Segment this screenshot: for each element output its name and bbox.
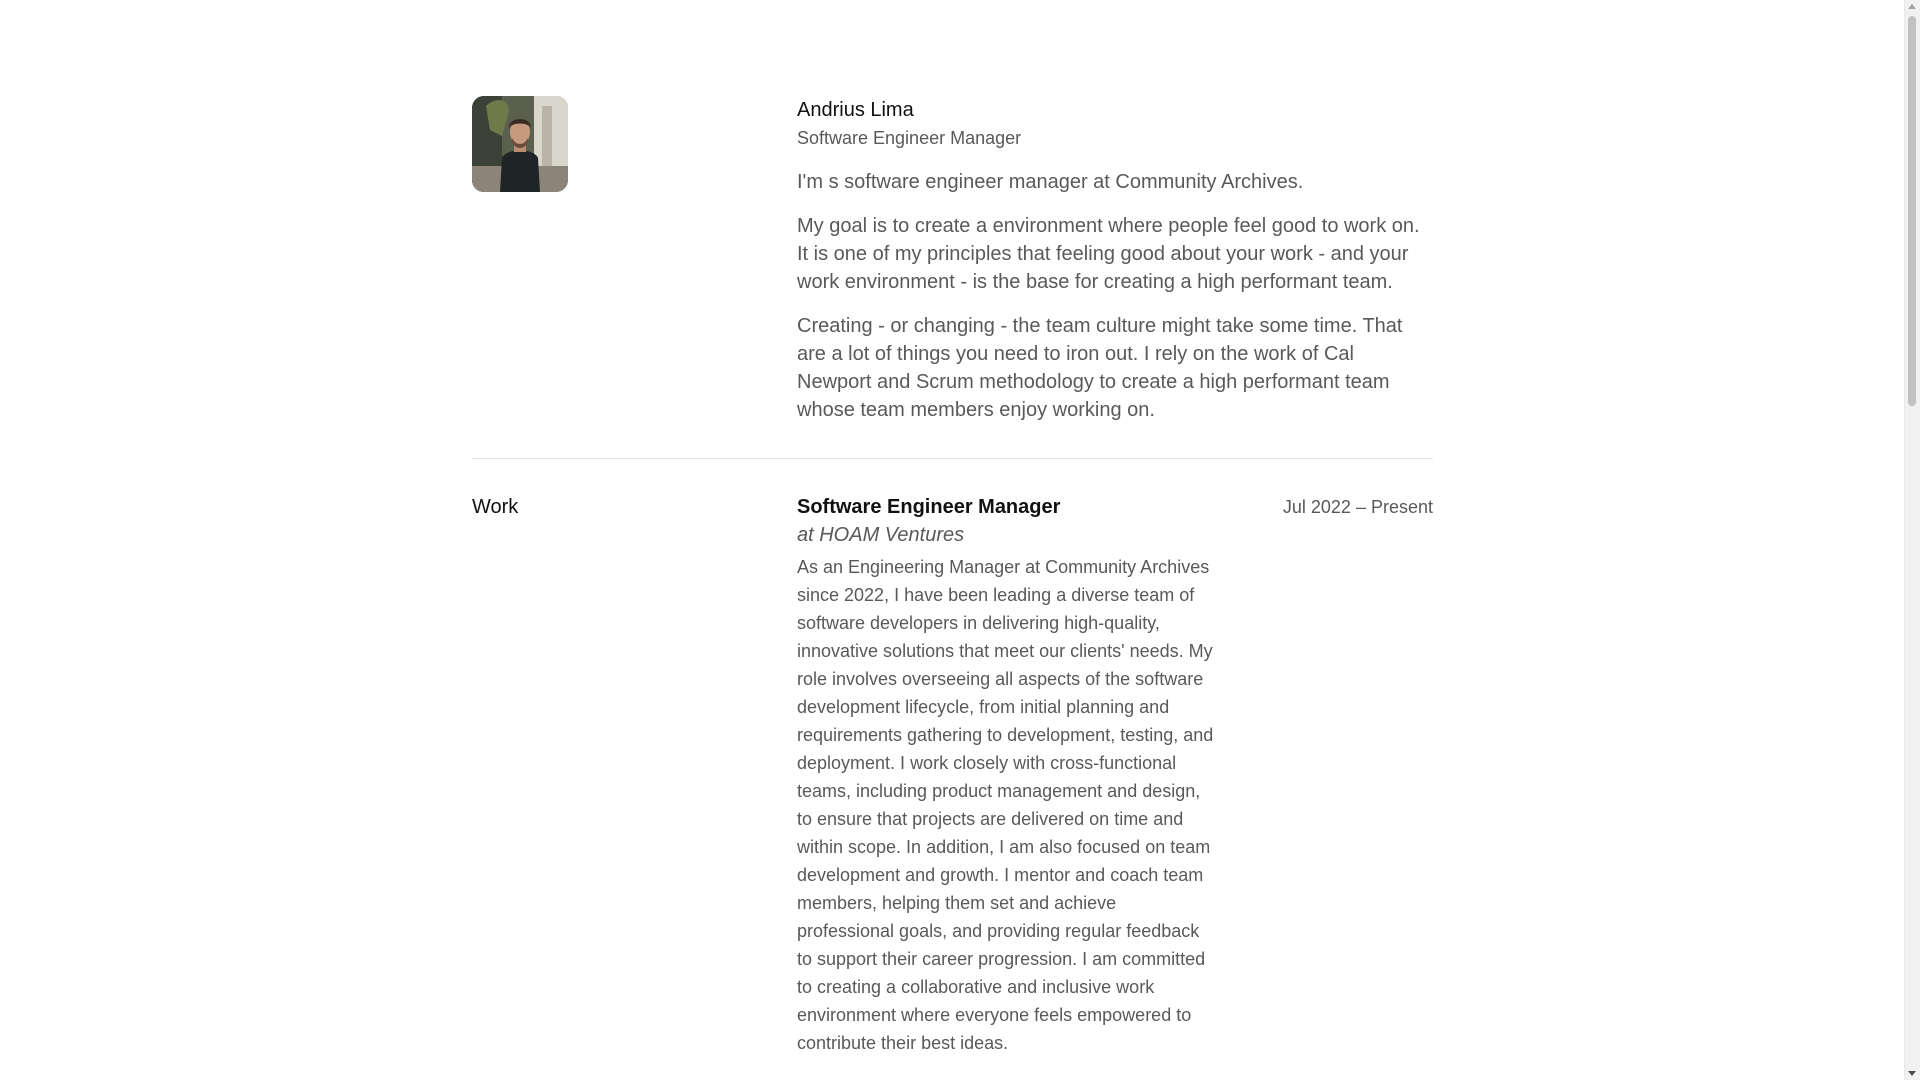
job-dates: Jul 2022 – Present	[1282, 497, 1433, 517]
scrollbar-thumb[interactable]	[1908, 16, 1916, 406]
scroll-up-arrow-icon[interactable]	[1908, 4, 1916, 9]
avatar	[472, 96, 568, 192]
profile-right-column	[797, 96, 1433, 424]
job-company: at HOAM Ventures	[797, 524, 965, 546]
work-right-column	[797, 493, 1433, 1057]
scroll-down-arrow-icon[interactable]	[1908, 1071, 1916, 1076]
vertical-scrollbar[interactable]	[1904, 0, 1920, 1080]
profile-left-column	[472, 96, 797, 424]
job-main	[797, 493, 1217, 1057]
profile-bio	[797, 168, 1433, 424]
bio-paragraph: Creating - or changing - the team culture might take some time. That are a lot of things you need to iron out. I rely on the work of Cal Newport and Scrum methodology to create a high performant team whose team members enjoy working on.	[797, 315, 1403, 421]
bio-paragraph: I'm s software engineer manager at Community Archives.	[797, 171, 1304, 193]
section-title-work: Work	[472, 496, 519, 518]
work-section	[472, 459, 1433, 1057]
work-left-column	[472, 493, 797, 1057]
resume-page	[472, 96, 1433, 1057]
bio-paragraph: My goal is to create a environment where people feel good to work on. It is one of my principles that feeling good about your work - and your work environment - is the base for creating a high performant team.	[797, 215, 1420, 293]
profile-role: Software Engineer Manager	[797, 128, 1022, 148]
job-description: As an Engineering Manager at Community Archives since 2022, I have been leading a diverse team of software developers in delivering high-quality, innovative solutions that meet our clients' needs. My role involves overseeing all aspects of the software development lifecycle, from initial planning and requirements gathering to development, testing, and deployment. I work closely with cross-functional teams, including product management and design, to ensure that projects are delivered on time and within scope. In addition, I am also focused on team development and growth. I mentor and coach team members, helping them set and achieve professional goals, and providing regular feedback to support their career progression. I am committed to creating a collaborative and inclusive work environment where everyone feels empowered to contribute their best ideas.	[797, 557, 1214, 1053]
job-title: Software Engineer Manager	[797, 496, 1061, 518]
profile-name: Andrius Lima	[797, 99, 914, 121]
profile-section	[472, 96, 1433, 459]
job-entry	[797, 493, 1433, 1057]
profile-photo-icon	[472, 96, 568, 192]
